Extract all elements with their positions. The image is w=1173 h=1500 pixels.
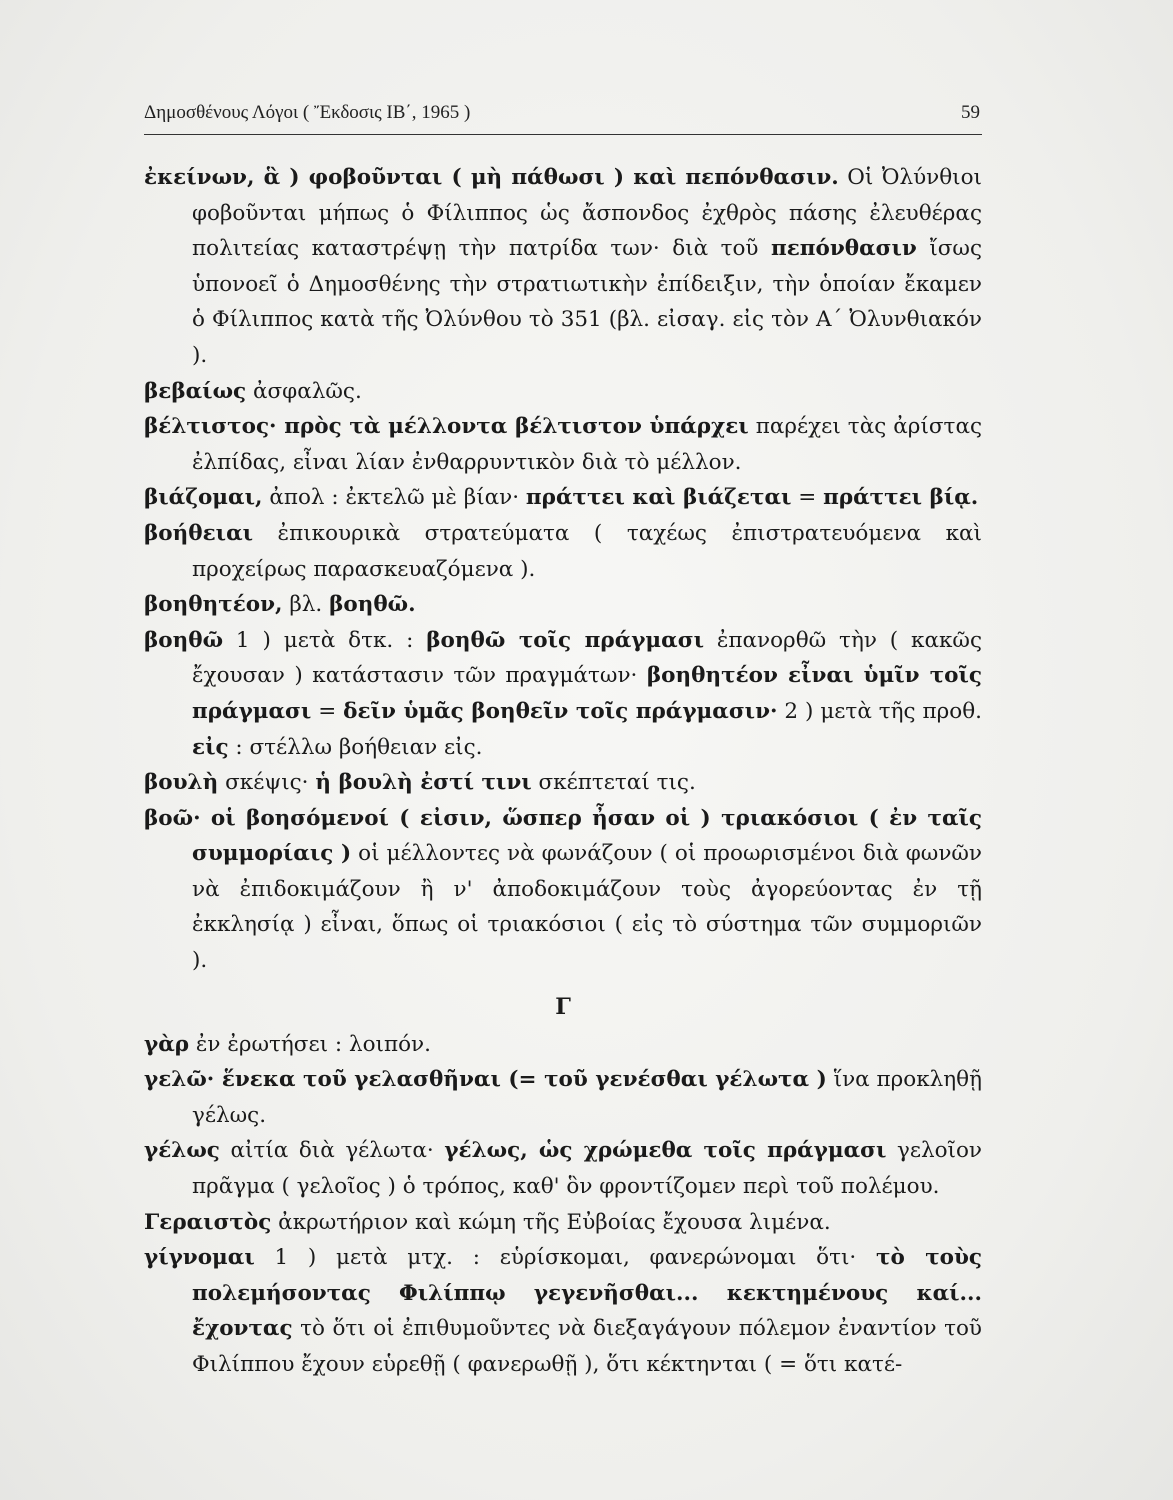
entry-headword: βέλτιστος· πρὸς τὰ μέλλοντα βέλτιστον ὑπάρχει — [144, 414, 749, 440]
entry-headword: γέλως — [144, 1138, 220, 1164]
entry-headword: βοηθητέον, — [144, 592, 283, 618]
entry-text: ἵνα προκληθῇ γέλως. — [192, 1067, 983, 1128]
entry-headword: γίγνομαι — [144, 1245, 255, 1271]
entry-text: παρέχει τὰς ἀρίστας ἐλπίδας, εἶναι λίαν ἐνθαρρυντικὸν διὰ τὸ μέλλον. — [192, 414, 983, 475]
glossary-entry — [144, 1240, 982, 1382]
entry-headword: βιάζομαι, — [144, 485, 263, 511]
entry-headword: Γεραιστὸς — [144, 1209, 272, 1235]
entry-text: εἰς — [192, 734, 229, 760]
glossary-entry — [144, 374, 982, 410]
entry-text: γελοῖον πρᾶγμα ( γελοῖος ) ὁ τρόπος, καθ' ὃν φροντίζομεν περὶ τοῦ πολέμου. — [192, 1138, 982, 1200]
glossary-entry — [144, 1027, 982, 1063]
entry-headword: βοήθειαι — [144, 520, 254, 546]
entry-text: ἐκείνων, ἃ ) φοβοῦνται ( μὴ πάθωσι ) καὶ πεπόνθασιν. — [144, 165, 839, 190]
glossary-entry — [144, 587, 982, 623]
entry-text: 2 ) μετὰ τῆς προθ. — [777, 698, 982, 724]
entry-text: πράττει καὶ βιάζεται — [525, 485, 792, 511]
entry-text: βλ. — [282, 592, 330, 618]
entry-text: ἴσως ὑπονοεῖ ὁ Δημοσθένης τὴν στρατιωτικὴν ἐπίδειξιν, τὴν ὁποίαν ἔκαμεν ὁ Φίλιππος κατὰ τῆς Ὀλύνθου τὸ 351 (βλ. εἰσαγ. εἰς τὸν Α΄ Ὀλυνθιακόν ). — [192, 236, 982, 368]
glossary-entry — [144, 1062, 982, 1133]
entry-text: ἀπολ : ἐκτελῶ μὲ βίαν· — [262, 485, 526, 511]
entry-text: = — [791, 485, 824, 511]
glossary-entry — [144, 516, 982, 587]
entry-text: ἀσφαλῶς. — [246, 378, 362, 404]
entry-text: βοηθῶ τοῖς πράγμασι — [426, 627, 704, 653]
entry-headword: γελῶ· ἕνεκα τοῦ γελασθῆναι (= τοῦ γενέσθαι γέλωτα ) — [144, 1067, 827, 1093]
header-title: Δημοσθένους Λόγοι ( Ἔκδοσις ΙΒ΄, 1965 ) — [144, 102, 471, 123]
entries-section-b — [144, 160, 982, 979]
entry-text: ἐπικουρικὰ στρατεύματα ( ταχέως ἐπιστρατευόμενα καὶ προχείρως παρασκευαζόμενα ). — [192, 520, 982, 582]
glossary-entry — [144, 480, 982, 516]
entry-text: βοηθῶ. — [329, 592, 416, 618]
entry-text: : στέλλω βοήθειαν εἰς. — [228, 734, 483, 760]
entry-text: = — [311, 698, 344, 724]
entry-text: οἱ μέλλοντες νὰ φωνάζουν ( οἱ προωρισμένοι διὰ φωνῶν νὰ ἐπιδοκιμάζουν ἢ ν' ἀποδοκιμάζουν τοὺς ἀγορεύοντας ἐν τῇ ἐκκλησίᾳ ) εἶναι, ὅπως οἱ τριακόσιοι ( εἰς τὸ σύστημα τῶν συμμοριῶν ). — [192, 841, 982, 974]
entry-headword: βοῶ· οἱ βοησόμενοί ( εἰσιν, ὥσπερ ἦσαν οἱ ) τριακόσιοι ( ἐν ταῖς συμμορίαις ) — [144, 805, 982, 867]
glossary-entry — [144, 160, 982, 374]
entry-text: γέλως, ὡς χρώμεθα τοῖς πράγμασι — [444, 1138, 887, 1164]
entry-text: ἐπανορθῶ τὴν ( κακῶς ἔχουσαν ) κατάστασιν τῶν πραγμάτων· — [192, 627, 982, 689]
glossary-entry — [144, 409, 982, 480]
glossary-entry — [144, 765, 982, 801]
glossary-body — [144, 160, 982, 1383]
glossary-entry — [144, 623, 982, 765]
entry-text: σκέψις· — [218, 770, 316, 796]
section-letter: Γ — [555, 993, 571, 1020]
entry-text: βοηθητέον εἶναι ὑμῖν τοῖς πράγμασι — [192, 663, 982, 724]
entry-text: αἰτία διὰ γέλωτα· — [219, 1138, 445, 1164]
entries-section-g — [144, 1027, 982, 1383]
entry-text: πράττει βίᾳ. — [823, 485, 979, 511]
entry-text: 1 ) μετὰ μτχ. : εὑρίσκομαι, φανερώνομαι ὅτι· — [254, 1245, 876, 1271]
entry-text: ἀκρωτήριον καὶ κώμη τῆς Εὐβοίας ἔχουσα λιμένα. — [271, 1209, 831, 1235]
entry-text: πεπόνθασιν — [770, 236, 917, 262]
entry-text: ἡ βουλὴ ἐστί τινι — [315, 770, 532, 796]
entry-headword: βοηθῶ — [144, 627, 224, 653]
entry-text: Οἱ Ὀλύνθιοι φοβοῦνται μήπως ὁ Φίλιππος ὡς ἄσπονδος ἐχθρὸς πάσης ἐλευθέρας πολιτείας καταστρέψῃ τὴν πατρίδα των· διὰ τοῦ — [192, 165, 982, 262]
entry-text: σκέπτεταί τις. — [531, 770, 696, 796]
entry-text: 1 ) μετὰ δτκ. : — [223, 627, 427, 653]
entry-headword: βουλὴ — [144, 770, 219, 796]
glossary-entry — [144, 1133, 982, 1204]
entry-headword: βεβαίως — [144, 378, 247, 404]
running-header — [144, 102, 982, 135]
glossary-entry — [144, 1205, 982, 1241]
entry-text: ἐν ἐρωτήσει : λοιπόν. — [189, 1031, 431, 1057]
entry-headword: γὰρ — [144, 1031, 190, 1057]
entry-text: τὸ τοὺς πολεμήσοντας Φιλίππῳ γεγενῆσθαι... κεκτημένους καί... ἔχοντας — [192, 1245, 983, 1342]
entry-text: δεῖν ὑμᾶς βοηθεῖν τοῖς πράγμασιν· — [343, 698, 778, 724]
page-number: 59 — [961, 102, 980, 123]
glossary-entry — [144, 801, 982, 979]
entry-text: τὸ ὅτι οἱ ἐπιθυμοῦντες νὰ διεξαγάγουν πόλεμον ἐναντίον τοῦ Φιλίππου ἔχουν εὑρεθῇ ( φανερωθῇ ), ὅτι κέκτηνται ( = ὅτι κατέ- — [192, 1316, 982, 1377]
